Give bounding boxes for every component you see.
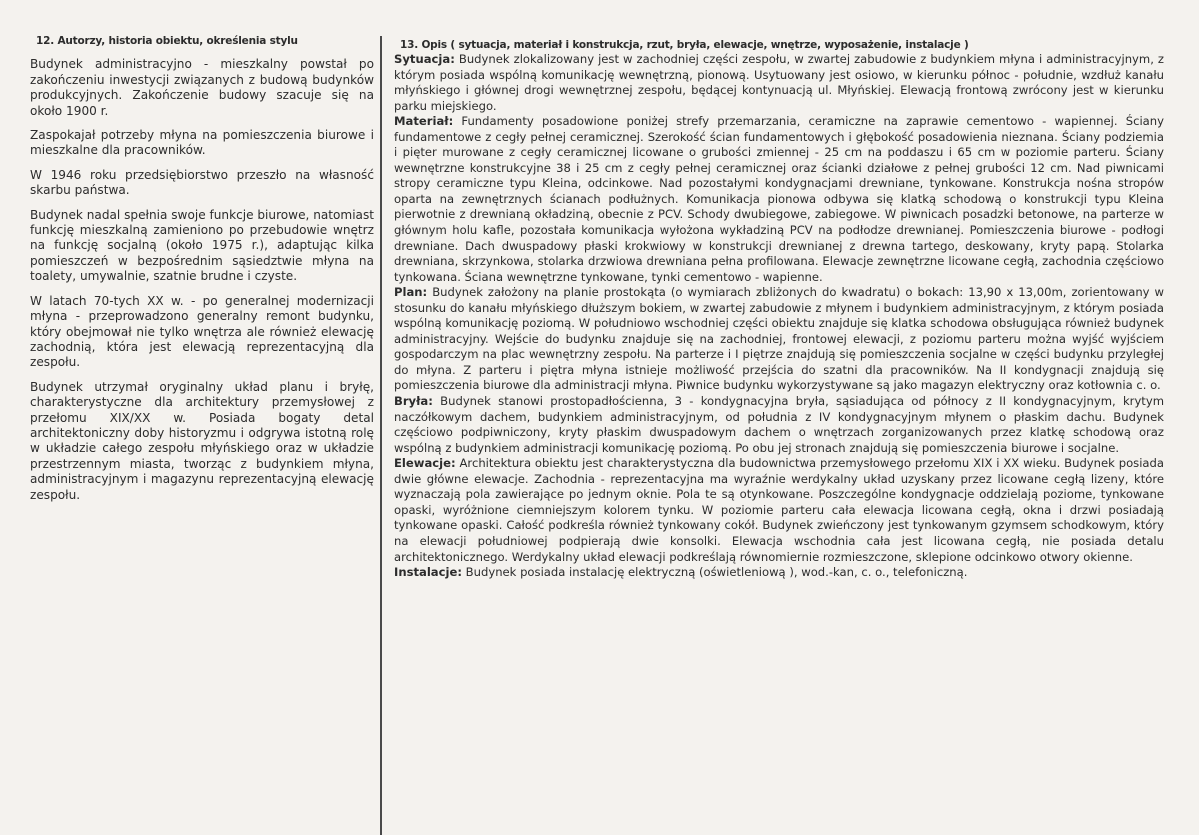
section-13-title: 13. Opis ( sytuacja, materiał i konstrukcja, rzut, bryła, elewacje, wnętrze, wyposażenie, instalacje ) — [400, 39, 969, 51]
description-plan — [394, 285, 1164, 394]
history-paragraph: W 1946 roku przedsiębiorstwo przeszło na własność skarbu państwa. — [30, 167, 374, 198]
section-label: Materiał: — [394, 114, 454, 129]
section-12-title: 12. Autorzy, historia obiektu, określenia stylu — [36, 35, 298, 47]
history-paragraph: Budynek nadal spełnia swoje funkcje biurowe, natomiast funkcję mieszkalną zamieniono po przebudowie wnętrz na funkcję socjalną (około 1975 r.), adaptując kilka pomieszczeń w bezpośrednim sąsiedztwie młyna na toalety, umywalnie, szatnie brudne i czyste. — [30, 207, 375, 284]
section-text: Architektura obiektu jest charakterystyczna dla budownictwa przemysłowego przełomu XIX i XX wieku. Budynek posiada dwie główne elewacje. Zachodnia - reprezentacyjna ma wyraźnie werdykalny układ uzyskany przez licowane cegłą lizeny, które wyznaczają pola zawierające po jednym oknie. Pola te są otynkowane. Poszczególne kondygnacje oddzielają poziome, tynkowane opaski, wyróżnione ciemniejszym kolorem tynku. W poziomie parteru cała elewacja licowana cegłą, okna i drzwi posiadają tynkowane opaski. Całość podkreśla również tynkowany cokół. Budynek zwieńczony jest tynkowanym gzymsem schodkowym, który na elewacji południowej podpierają dwie konsolki. Elewacja wschodnia cała jest licowana cegłą, nie posiada detalu architektonicznego. Werdykalny układ elewacji podkreślają równomiernie rozmieszczone, sklepione odcinkowo otwory okienne. — [394, 456, 1164, 564]
history-paragraph: Budynek utrzymał oryginalny układ planu i bryłę, charakterystyczne dla architektury przemysłowej z przełomu XIX/XX w. Posiada bogaty detal architektoniczny doby historyzmu i odgrywa istotną rolę w układzie całego zespołu młyńskiego oraz w układzie przestrzennym miasta, tworząc z budynkiem młyna, administracyjnym i magazynu reprezentacyjną elewację zespołu. — [30, 379, 374, 502]
section-label: Instalacje: — [394, 565, 462, 580]
description-instalacje — [394, 565, 1164, 581]
section-text: Budynek stanowi prostopadłościenna, 3 - kondygnacyjna bryła, sąsiadująca od północy z II kondygnacyjnym, krytym naczółkowym dachem, budynkiem administracyjnym, od południa z IV kondygnacyjnym młynem o płaskim dachu. Budynek częściowo podpiwniczony, kryty płaskim dwuspadowym dachem o wnętrzach zorganizowanych przez klatkę schodową oraz wspólną z budynkiem administracji komunikację poziomą. Po obu jej stronach znajdują się pomieszczenia biurowe i socjalne. — [394, 394, 1165, 455]
description-material — [394, 114, 1164, 285]
section-label: Bryła: — [394, 394, 433, 409]
section-label: Elewacje: — [394, 456, 456, 471]
history-paragraph: W latach 70-tych XX w. - po generalnej modernizacji młyna - przeprowadzono generalny remont budynku, który obejmował nie tylko wnętrza ale również elewację zachodnią, która jest elewacją reprezentacyjną dla zespołu. — [30, 293, 374, 370]
section-text: Fundamenty posadowione poniżej strefy przemarzania, ceramiczne na zaprawie cementowo - wapiennej. Ściany fundamentowe z cegły pełnej ceramicznej. Szerokość ścian fundamentowych i głębokość posadowienia nieznana. Ściany podziemia i pięter murowane z cegły ceramicznej licowane o grubości zmiennej - 25 cm na poddaszu i 65 cm w poziomie parteru. Ściany wewnętrzne konstrukcyjne 38 i 25 cm z cegły pełnej ceramicznej oraz ścianki działowe z pełnej grubości 12 cm. Nad piwnicami stropy ceramiczne typu Kleina, odcinkowe. Nad pozostałymi kondygnacjami drewniane, tynkowane. Konstrukcja nośna stropów oparta na zewnętrznych ścianach podłużnych. Komunikacja pionowa odbywa się klatką schodową o konstrukcji typu Kleina pierwotnie z drewnianą okładziną, obecnie z PCV. Schody dwubiegowe, zabiegowe. W piwnicach posadzki betonowe, na parterze w głównym holu kafle, pozostała komunikacja wyłożona wykładziną PCV na podłodze drewnianej. Pomieszczenia biurowe - podłogi drewniane. Dach dwuspadowy płaski krokwiowy w konstrukcji drewnianej z drewna tartego, deskowany, kryty papą. Stolarka drewniana, skrzynkowa, stolarka drzwiowa drewniana pełna profilowana. Elewacje zewnętrzne licowane cegłą, zachodnia częściowo tynkowana. Ściana wewnętrzne tynkowane, tynki cementowo - wapienne. — [394, 114, 1164, 284]
right-column — [394, 38, 1164, 581]
description-elewacje — [394, 456, 1164, 565]
section-label: Sytuacja: — [394, 52, 455, 66]
column-divider — [380, 36, 382, 835]
section-text: Budynek posiada instalację elektryczną (oświetleniową ), wod.-kan, c. o., telefoniczną. — [465, 565, 968, 580]
description-bryla — [394, 394, 1164, 456]
section-label: Plan: — [394, 285, 428, 300]
description-sytuacja — [394, 52, 1164, 114]
history-paragraph: Budynek administracyjno - mieszkalny powstał po zakończeniu inwestycji związanych z budową budynków produkcyjnych. Zakończenie budowy szacuje się na około 1900 r. — [30, 57, 374, 118]
left-column — [30, 34, 374, 512]
section-text: Budynek założony na planie prostokąta (o wymiarach zbliżonych do kwadratu) o bokach: 13,90 x 13,00m, zorientowany w stosunku do kanału młyńskiego dłuższym bokiem, w zwartej zabudowie z młynem i budynkiem administracyjnym, z którym posiada wspólną komunikację poziomą. W południowo wschodniej części obiektu znajduje się klatka schodowa obsługująca również budynek administracyjny. Wejście do budynku znajduje się na zachodniej, frontowej elewacji, z poziomu parteru można wyjść wyjściem gospodarczym na plac wewnętrzny zespołu. Na parterze i I piętrze znajdują się pomieszczenia socjalne w części budynku przyległej do młyna. Z parteru i piętra młyna istnieje możliwość przejścia do szatni dla pracowników. Na II kondygnacji znajdują się pomieszczenia biurowe dla administracji młyna. Piwnice budynku wykorzystywane są jako magazyn elektryczny oraz kotłownia c. o. — [394, 285, 1165, 393]
history-paragraph: Zaspokajał potrzeby młyna na pomieszczenia biurowe i mieszkalne dla pracowników. — [30, 128, 374, 158]
section-text: Budynek zlokalizowany jest w zachodniej części zespołu, w zwartej zabudowie z budynkiem młyna i administracyjnym, z którym posiada wspólną komunikację wewnętrzną, pionową. Usytuowany jest osiowo, w kierunku północ - południe, wzdłuż kanału młyńskiego i głównej drogi wewnętrznej zespołu, będącej kontynuacją ul. Młyńskiej. Elewacją frontową zwrócony jest w kierunku parku miejskiego. — [394, 52, 1164, 113]
